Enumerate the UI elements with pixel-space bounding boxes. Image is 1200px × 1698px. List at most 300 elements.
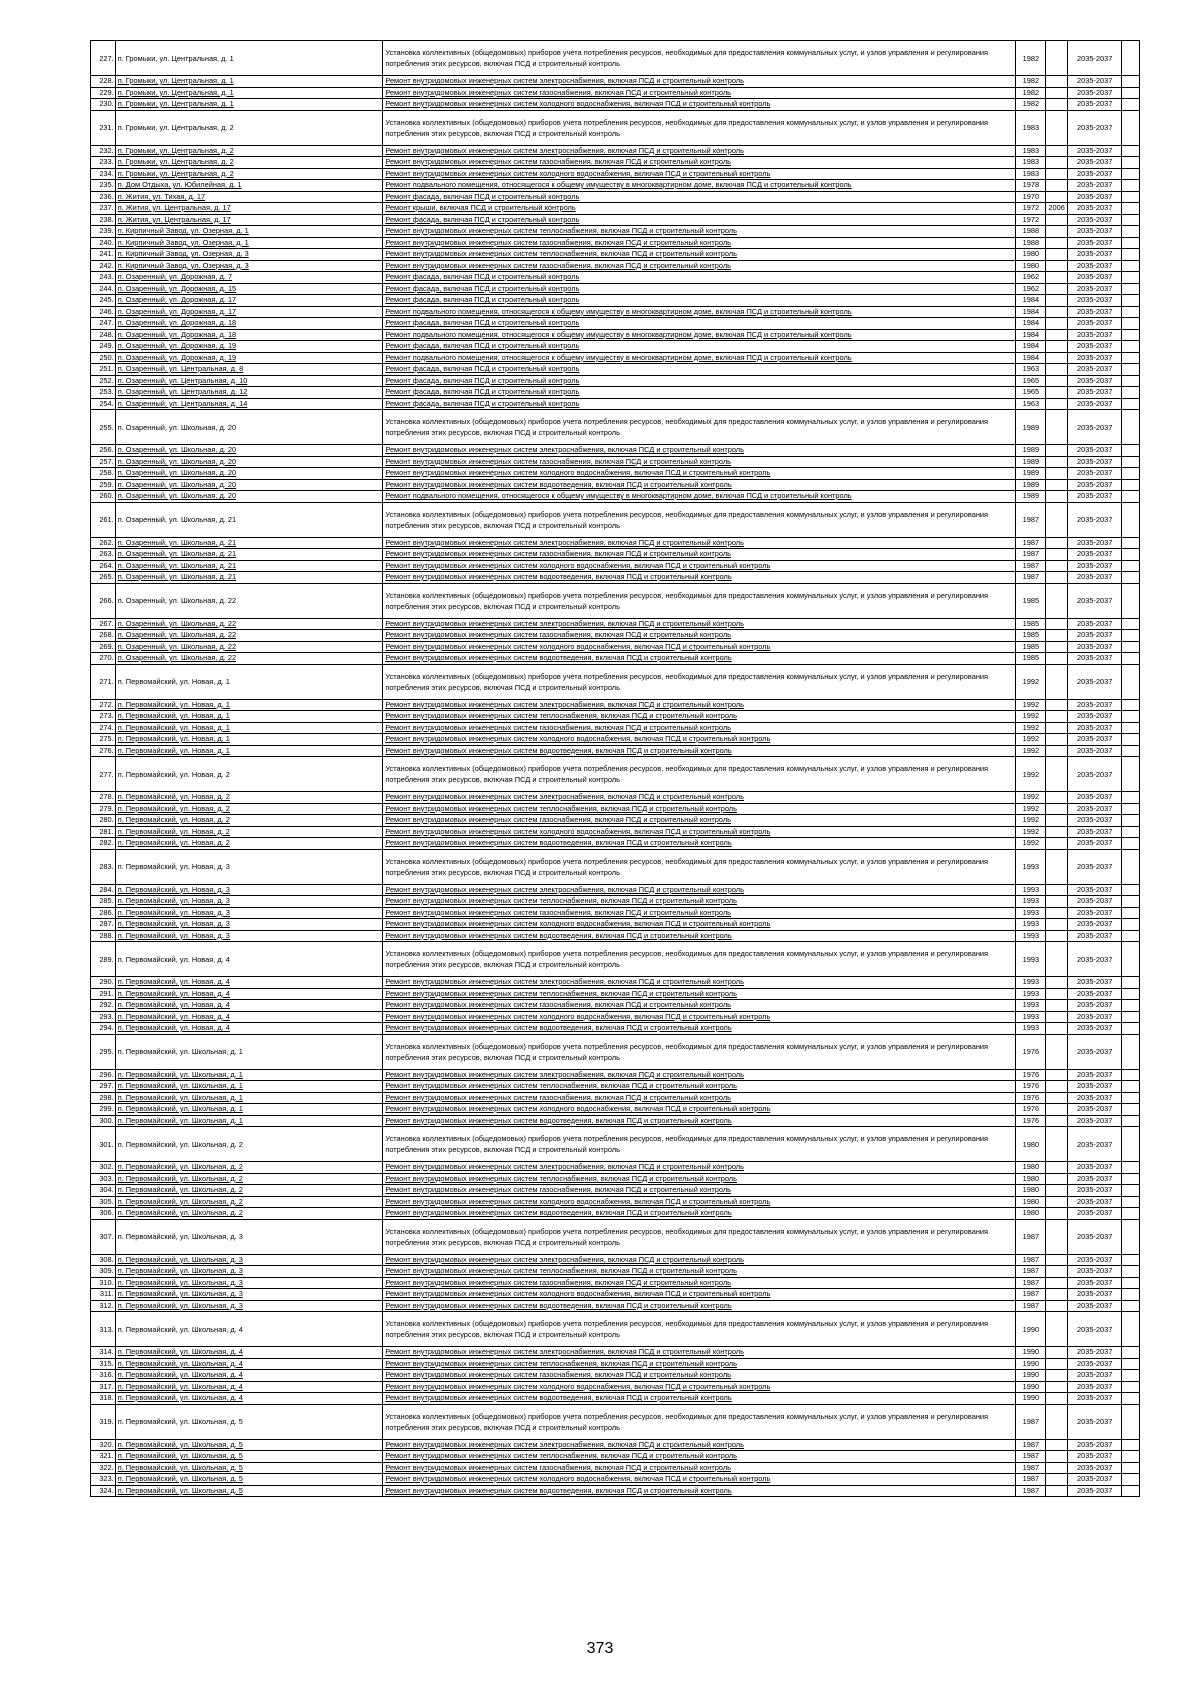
row-work-type: Ремонт внутридомовых инженерных систем электроснабжения, включая ПСД и строительный контроль	[383, 1069, 1016, 1081]
row-extra-cell	[1122, 387, 1140, 399]
row-year-last-repair	[1046, 157, 1068, 169]
row-year-built: 1980	[1016, 1173, 1046, 1185]
row-planned-period: 2035-2037	[1067, 491, 1122, 503]
row-year-last-repair	[1046, 110, 1068, 145]
row-number: 254.	[91, 398, 116, 410]
row-year-last-repair	[1046, 214, 1068, 226]
row-work-type: Ремонт внутридомовых инженерных систем газоснабжения, включая ПСД и строительный контроль	[383, 260, 1016, 272]
row-planned-period: 2035-2037	[1067, 1081, 1122, 1093]
row-number: 294.	[91, 1023, 116, 1035]
row-address: п. Первомайский, ул. Школьная, д. 1	[115, 1092, 383, 1104]
row-year-built: 1993	[1016, 884, 1046, 896]
row-extra-cell	[1122, 260, 1140, 272]
row-extra-cell	[1122, 272, 1140, 284]
row-planned-period: 2035-2037	[1067, 1254, 1122, 1266]
row-work-type: Ремонт внутридомовых инженерных систем холодного водоснабжения, включая ПСД и строительный контроль	[383, 919, 1016, 931]
table-row	[91, 1347, 1140, 1359]
row-address: п. Озаренный, ул. Школьная, д. 21	[115, 572, 383, 584]
table-row	[91, 1023, 1140, 1035]
row-number: 273.	[91, 711, 116, 723]
row-planned-period: 2035-2037	[1067, 1162, 1122, 1174]
row-address: п. Первомайский, ул. Школьная, д. 4	[115, 1347, 383, 1359]
row-address: п. Озаренный, ул. Дорожная, д. 19	[115, 352, 383, 364]
table-row	[91, 99, 1140, 111]
row-address: п. Озаренный, ул. Школьная, д. 22	[115, 630, 383, 642]
row-number: 251.	[91, 364, 116, 376]
row-number: 323.	[91, 1474, 116, 1486]
table-row	[91, 907, 1140, 919]
row-year-built: 1984	[1016, 306, 1046, 318]
row-year-built: 1985	[1016, 630, 1046, 642]
row-planned-period: 2035-2037	[1067, 977, 1122, 989]
row-work-type: Ремонт внутридомовых инженерных систем теплоснабжения, включая ПСД и строительный контроль	[383, 1081, 1016, 1093]
row-year-built: 1983	[1016, 145, 1046, 157]
row-address: п. Первомайский, ул. Новая, д. 2	[115, 792, 383, 804]
row-address: п. Первомайский, ул. Школьная, д. 3	[115, 1266, 383, 1278]
row-address: п. Первомайский, ул. Школьная, д. 5	[115, 1485, 383, 1497]
row-extra-cell	[1122, 734, 1140, 746]
row-planned-period: 2035-2037	[1067, 318, 1122, 330]
table-row	[91, 1196, 1140, 1208]
row-number: 263.	[91, 549, 116, 561]
table-row	[91, 375, 1140, 387]
row-work-type: Ремонт внутридомовых инженерных систем холодного водоснабжения, включая ПСД и строительный контроль	[383, 1474, 1016, 1486]
table-row	[91, 87, 1140, 99]
table-row	[91, 815, 1140, 827]
row-address: п. Громыки, ул. Центральная, д. 1	[115, 87, 383, 99]
row-extra-cell	[1122, 1162, 1140, 1174]
table-row	[91, 977, 1140, 989]
row-address: п. Первомайский, ул. Школьная, д. 3	[115, 1300, 383, 1312]
table-row	[91, 295, 1140, 307]
row-work-type: Ремонт фасада, включая ПСД и строительный контроль	[383, 398, 1016, 410]
row-year-last-repair	[1046, 1162, 1068, 1174]
row-extra-cell	[1122, 896, 1140, 908]
row-planned-period: 2035-2037	[1067, 722, 1122, 734]
row-address: п. Первомайский, ул. Новая, д. 2	[115, 838, 383, 850]
row-year-last-repair	[1046, 1485, 1068, 1497]
row-extra-cell	[1122, 1347, 1140, 1359]
row-extra-cell	[1122, 1404, 1140, 1439]
row-address: п. Первомайский, ул. Школьная, д. 5	[115, 1404, 383, 1439]
row-address: п. Озаренный, ул. Дорожная, д. 15	[115, 283, 383, 295]
row-extra-cell	[1122, 653, 1140, 665]
row-work-type: Ремонт фасада, включая ПСД и строительный контроль	[383, 341, 1016, 353]
works-table	[90, 40, 1140, 1497]
row-planned-period: 2035-2037	[1067, 1266, 1122, 1278]
row-planned-period: 2035-2037	[1067, 76, 1122, 88]
row-number: 258.	[91, 468, 116, 480]
row-extra-cell	[1122, 306, 1140, 318]
row-planned-period: 2035-2037	[1067, 537, 1122, 549]
row-year-last-repair	[1046, 398, 1068, 410]
table-row	[91, 203, 1140, 215]
row-extra-cell	[1122, 1127, 1140, 1162]
row-extra-cell	[1122, 168, 1140, 180]
row-planned-period: 2035-2037	[1067, 87, 1122, 99]
row-year-last-repair	[1046, 1254, 1068, 1266]
table-row	[91, 1277, 1140, 1289]
row-planned-period: 2035-2037	[1067, 1115, 1122, 1127]
table-row	[91, 942, 1140, 977]
row-planned-period: 2035-2037	[1067, 272, 1122, 284]
row-address: п. Озаренный, ул. Дорожная, д. 18	[115, 318, 383, 330]
table-row	[91, 1289, 1140, 1301]
row-extra-cell	[1122, 549, 1140, 561]
row-planned-period: 2035-2037	[1067, 364, 1122, 376]
row-address: п. Первомайский, ул. Новая, д. 3	[115, 896, 383, 908]
row-year-built: 1982	[1016, 99, 1046, 111]
row-extra-cell	[1122, 110, 1140, 145]
row-extra-cell	[1122, 1104, 1140, 1116]
row-address: п. Первомайский, ул. Школьная, д. 4	[115, 1393, 383, 1405]
row-year-built: 1984	[1016, 295, 1046, 307]
row-work-type: Ремонт внутридомовых инженерных систем холодного водоснабжения, включая ПСД и строительный контроль	[383, 1289, 1016, 1301]
table-row	[91, 630, 1140, 642]
row-extra-cell	[1122, 76, 1140, 88]
row-work-type: Ремонт внутридомовых инженерных систем холодного водоснабжения, включая ПСД и строительный контроль	[383, 468, 1016, 480]
row-year-last-repair	[1046, 168, 1068, 180]
row-year-built: 1993	[1016, 919, 1046, 931]
row-planned-period: 2035-2037	[1067, 203, 1122, 215]
row-year-last-repair	[1046, 560, 1068, 572]
table-row	[91, 711, 1140, 723]
row-year-last-repair	[1046, 468, 1068, 480]
row-year-last-repair	[1046, 1370, 1068, 1382]
table-row	[91, 445, 1140, 457]
row-year-last-repair	[1046, 792, 1068, 804]
row-number: 246.	[91, 306, 116, 318]
row-year-built: 1976	[1016, 1069, 1046, 1081]
row-planned-period: 2035-2037	[1067, 1300, 1122, 1312]
row-year-built: 1965	[1016, 387, 1046, 399]
row-number: 309.	[91, 1266, 116, 1278]
row-extra-cell	[1122, 329, 1140, 341]
table-row	[91, 110, 1140, 145]
row-year-built: 1992	[1016, 757, 1046, 792]
row-year-last-repair	[1046, 1277, 1068, 1289]
row-year-last-repair	[1046, 838, 1068, 850]
row-extra-cell	[1122, 1219, 1140, 1254]
row-work-type: Ремонт фасада, включая ПСД и строительный контроль	[383, 191, 1016, 203]
table-row	[91, 318, 1140, 330]
row-extra-cell	[1122, 191, 1140, 203]
row-number: 278.	[91, 792, 116, 804]
row-work-type: Ремонт подвального помещения, относящегося к общему имуществу в многоквартирном доме, включая ПСД и строительный контроль	[383, 329, 1016, 341]
row-number: 242.	[91, 260, 116, 272]
row-planned-period: 2035-2037	[1067, 838, 1122, 850]
row-extra-cell	[1122, 1300, 1140, 1312]
row-year-last-repair	[1046, 1069, 1068, 1081]
row-work-type: Ремонт фасада, включая ПСД и строительный контроль	[383, 295, 1016, 307]
row-number: 271.	[91, 664, 116, 699]
row-address: п. Первомайский, ул. Школьная, д. 4	[115, 1381, 383, 1393]
table-row	[91, 1208, 1140, 1220]
row-number: 252.	[91, 375, 116, 387]
table-row	[91, 1092, 1140, 1104]
row-year-last-repair	[1046, 318, 1068, 330]
row-year-built: 1992	[1016, 722, 1046, 734]
row-year-built: 1989	[1016, 491, 1046, 503]
row-number: 236.	[91, 191, 116, 203]
row-work-type: Ремонт фасада, включая ПСД и строительный контроль	[383, 318, 1016, 330]
row-number: 259.	[91, 479, 116, 491]
row-number: 312.	[91, 1300, 116, 1312]
row-work-type: Ремонт внутридомовых инженерных систем электроснабжения, включая ПСД и строительный контроль	[383, 977, 1016, 989]
table-row	[91, 572, 1140, 584]
row-number: 308.	[91, 1254, 116, 1266]
row-address: п. Озаренный, ул. Школьная, д. 20	[115, 410, 383, 445]
row-number: 272.	[91, 699, 116, 711]
row-year-last-repair	[1046, 711, 1068, 723]
row-year-last-repair	[1046, 180, 1068, 192]
row-address: п. Громыки, ул. Центральная, д. 1	[115, 99, 383, 111]
row-number: 283.	[91, 849, 116, 884]
row-number: 240.	[91, 237, 116, 249]
row-extra-cell	[1122, 1393, 1140, 1405]
row-extra-cell	[1122, 295, 1140, 307]
table-row	[91, 641, 1140, 653]
row-work-type: Установка коллективных (общедомовых) приборов учета потребления ресурсов, необходимых для предоставления коммунальных услуг, и узлов управления и регулирования потребления этих ресурсов, включая ПСД и строительный контроль	[383, 502, 1016, 537]
table-row	[91, 1451, 1140, 1463]
row-address: п. Озаренный, ул. Дорожная, д. 17	[115, 295, 383, 307]
row-address: п. Озаренный, ул. Школьная, д. 21	[115, 549, 383, 561]
table-row	[91, 260, 1140, 272]
row-address: п. Первомайский, ул. Новая, д. 3	[115, 884, 383, 896]
row-extra-cell	[1122, 318, 1140, 330]
row-work-type: Ремонт внутридомовых инженерных систем газоснабжения, включая ПСД и строительный контроль	[383, 237, 1016, 249]
row-extra-cell	[1122, 203, 1140, 215]
row-year-last-repair	[1046, 930, 1068, 942]
row-extra-cell	[1122, 145, 1140, 157]
row-number: 320.	[91, 1439, 116, 1451]
table-row	[91, 387, 1140, 399]
row-planned-period: 2035-2037	[1067, 445, 1122, 457]
table-row	[91, 272, 1140, 284]
row-address: п. Первомайский, ул. Новая, д. 4	[115, 1011, 383, 1023]
row-year-built: 1963	[1016, 364, 1046, 376]
row-work-type: Ремонт внутридомовых инженерных систем водоотведения, включая ПСД и строительный контроль	[383, 1485, 1016, 1497]
row-year-last-repair	[1046, 341, 1068, 353]
row-number: 277.	[91, 757, 116, 792]
row-year-built: 1987	[1016, 1451, 1046, 1463]
table-row	[91, 745, 1140, 757]
row-extra-cell	[1122, 491, 1140, 503]
row-planned-period: 2035-2037	[1067, 1000, 1122, 1012]
row-number: 285.	[91, 896, 116, 908]
row-year-last-repair	[1046, 491, 1068, 503]
row-extra-cell	[1122, 757, 1140, 792]
row-work-type: Ремонт внутридомовых инженерных систем водоотведения, включая ПСД и строительный контроль	[383, 1393, 1016, 1405]
row-planned-period: 2035-2037	[1067, 1277, 1122, 1289]
row-work-type: Ремонт внутридомовых инженерных систем газоснабжения, включая ПСД и строительный контроль	[383, 1185, 1016, 1197]
row-year-built: 1987	[1016, 1266, 1046, 1278]
row-year-built: 1987	[1016, 1277, 1046, 1289]
row-year-last-repair	[1046, 41, 1068, 76]
row-year-built: 1962	[1016, 283, 1046, 295]
row-number: 288.	[91, 930, 116, 942]
row-year-last-repair	[1046, 826, 1068, 838]
row-year-last-repair	[1046, 1034, 1068, 1069]
row-number: 237.	[91, 203, 116, 215]
row-year-last-repair	[1046, 1393, 1068, 1405]
row-address: п. Громыки, ул. Центральная, д. 2	[115, 145, 383, 157]
row-planned-period: 2035-2037	[1067, 99, 1122, 111]
row-planned-period: 2035-2037	[1067, 352, 1122, 364]
row-planned-period: 2035-2037	[1067, 745, 1122, 757]
row-year-built: 1980	[1016, 249, 1046, 261]
row-address: п. Первомайский, ул. Новая, д. 1	[115, 711, 383, 723]
row-year-last-repair	[1046, 237, 1068, 249]
row-planned-period: 2035-2037	[1067, 180, 1122, 192]
row-year-last-repair	[1046, 896, 1068, 908]
row-number: 282.	[91, 838, 116, 850]
row-year-last-repair	[1046, 1081, 1068, 1093]
row-work-type: Ремонт подвального помещения, относящегося к общему имуществу в многоквартирном доме, включая ПСД и строительный контроль	[383, 491, 1016, 503]
row-work-type: Ремонт внутридомовых инженерных систем водоотведения, включая ПСД и строительный контроль	[383, 1115, 1016, 1127]
table-row	[91, 329, 1140, 341]
row-year-built: 1980	[1016, 260, 1046, 272]
row-work-type: Ремонт фасада, включая ПСД и строительный контроль	[383, 283, 1016, 295]
row-year-built: 1987	[1016, 1474, 1046, 1486]
row-year-last-repair	[1046, 988, 1068, 1000]
row-extra-cell	[1122, 815, 1140, 827]
row-number: 296.	[91, 1069, 116, 1081]
row-number: 300.	[91, 1115, 116, 1127]
row-work-type: Ремонт внутридомовых инженерных систем электроснабжения, включая ПСД и строительный контроль	[383, 1254, 1016, 1266]
row-year-built: 1987	[1016, 560, 1046, 572]
row-planned-period: 2035-2037	[1067, 410, 1122, 445]
row-year-last-repair	[1046, 745, 1068, 757]
row-number: 274.	[91, 722, 116, 734]
table-row	[91, 1115, 1140, 1127]
row-year-built: 1993	[1016, 988, 1046, 1000]
row-address: п. Первомайский, ул. Школьная, д. 4	[115, 1358, 383, 1370]
row-planned-period: 2035-2037	[1067, 1104, 1122, 1116]
row-number: 319.	[91, 1404, 116, 1439]
row-planned-period: 2035-2037	[1067, 1219, 1122, 1254]
row-year-built: 1976	[1016, 1115, 1046, 1127]
table-row	[91, 757, 1140, 792]
row-planned-period: 2035-2037	[1067, 1474, 1122, 1486]
row-year-last-repair	[1046, 283, 1068, 295]
row-year-last-repair	[1046, 734, 1068, 746]
table-row	[91, 364, 1140, 376]
row-year-last-repair	[1046, 502, 1068, 537]
row-planned-period: 2035-2037	[1067, 375, 1122, 387]
row-number: 264.	[91, 560, 116, 572]
row-year-last-repair	[1046, 352, 1068, 364]
works-table-body	[91, 41, 1140, 1497]
row-address: п. Первомайский, ул. Новая, д. 1	[115, 745, 383, 757]
row-year-last-repair	[1046, 803, 1068, 815]
row-extra-cell	[1122, 1312, 1140, 1347]
row-work-type: Ремонт внутридомовых инженерных систем газоснабжения, включая ПСД и строительный контроль	[383, 1092, 1016, 1104]
table-row	[91, 838, 1140, 850]
row-year-last-repair	[1046, 1358, 1068, 1370]
row-address: п. Первомайский, ул. Школьная, д. 2	[115, 1162, 383, 1174]
row-number: 229.	[91, 87, 116, 99]
row-extra-cell	[1122, 1196, 1140, 1208]
row-work-type: Ремонт внутридомовых инженерных систем теплоснабжения, включая ПСД и строительный контроль	[383, 803, 1016, 815]
row-year-built: 1980	[1016, 1196, 1046, 1208]
row-planned-period: 2035-2037	[1067, 1381, 1122, 1393]
table-row	[91, 341, 1140, 353]
row-work-type: Ремонт внутридомовых инженерных систем холодного водоснабжения, включая ПСД и строительный контроль	[383, 99, 1016, 111]
row-address: п. Первомайский, ул. Новая, д. 4	[115, 1000, 383, 1012]
row-planned-period: 2035-2037	[1067, 145, 1122, 157]
row-extra-cell	[1122, 157, 1140, 169]
row-extra-cell	[1122, 1023, 1140, 1035]
row-year-built: 1989	[1016, 445, 1046, 457]
row-year-built: 1984	[1016, 318, 1046, 330]
row-address: п. Озаренный, ул. Школьная, д. 20	[115, 468, 383, 480]
row-work-type: Ремонт внутридомовых инженерных систем теплоснабжения, включая ПСД и строительный контроль	[383, 1451, 1016, 1463]
row-work-type: Ремонт внутридомовых инженерных систем газоснабжения, включая ПСД и строительный контроль	[383, 1462, 1016, 1474]
table-row	[91, 491, 1140, 503]
row-year-last-repair: 2006	[1046, 203, 1068, 215]
table-row	[91, 722, 1140, 734]
row-extra-cell	[1122, 1011, 1140, 1023]
row-year-built: 1989	[1016, 410, 1046, 445]
row-planned-period: 2035-2037	[1067, 1439, 1122, 1451]
row-extra-cell	[1122, 1381, 1140, 1393]
row-year-built: 1983	[1016, 157, 1046, 169]
row-number: 247.	[91, 318, 116, 330]
row-extra-cell	[1122, 537, 1140, 549]
row-work-type: Ремонт внутридомовых инженерных систем холодного водоснабжения, включая ПСД и строительный контроль	[383, 641, 1016, 653]
row-year-built: 1980	[1016, 1162, 1046, 1174]
row-number: 305.	[91, 1196, 116, 1208]
row-work-type: Ремонт внутридомовых инженерных систем теплоснабжения, включая ПСД и строительный контроль	[383, 711, 1016, 723]
row-extra-cell	[1122, 792, 1140, 804]
row-year-built: 1993	[1016, 1000, 1046, 1012]
row-address: п. Первомайский, ул. Школьная, д. 3	[115, 1219, 383, 1254]
row-year-last-repair	[1046, 410, 1068, 445]
table-row	[91, 1485, 1140, 1497]
row-year-built: 1987	[1016, 537, 1046, 549]
row-work-type: Ремонт фасада, включая ПСД и строительный контроль	[383, 375, 1016, 387]
row-number: 261.	[91, 502, 116, 537]
row-year-built: 1987	[1016, 1219, 1046, 1254]
row-number: 304.	[91, 1185, 116, 1197]
row-address: п. Озаренный, ул. Центральная, д. 10	[115, 375, 383, 387]
row-number: 322.	[91, 1462, 116, 1474]
row-work-type: Установка коллективных (общедомовых) приборов учета потребления ресурсов, необходимых для предоставления коммунальных услуг, и узлов управления и регулирования потребления этих ресурсов, включая ПСД и строительный контроль	[383, 1219, 1016, 1254]
row-extra-cell	[1122, 1451, 1140, 1463]
row-extra-cell	[1122, 226, 1140, 238]
row-number: 324.	[91, 1485, 116, 1497]
row-year-built: 1988	[1016, 237, 1046, 249]
row-year-last-repair	[1046, 977, 1068, 989]
row-year-last-repair	[1046, 919, 1068, 931]
row-address: п. Первомайский, ул. Новая, д. 1	[115, 664, 383, 699]
row-address: п. Озаренный, ул. Центральная, д. 8	[115, 364, 383, 376]
row-number: 257.	[91, 456, 116, 468]
row-work-type: Ремонт внутридомовых инженерных систем электроснабжения, включая ПСД и строительный контроль	[383, 537, 1016, 549]
row-year-built: 1990	[1016, 1312, 1046, 1347]
row-number: 289.	[91, 942, 116, 977]
row-year-last-repair	[1046, 375, 1068, 387]
row-year-built: 1976	[1016, 1081, 1046, 1093]
table-row	[91, 699, 1140, 711]
row-planned-period: 2035-2037	[1067, 456, 1122, 468]
row-year-built: 1965	[1016, 375, 1046, 387]
row-work-type: Ремонт внутридомовых инженерных систем водоотведения, включая ПСД и строительный контроль	[383, 653, 1016, 665]
row-address: п. Первомайский, ул. Новая, д. 3	[115, 907, 383, 919]
row-work-type: Ремонт внутридомовых инженерных систем холодного водоснабжения, включая ПСД и строительный контроль	[383, 734, 1016, 746]
row-work-type: Ремонт внутридомовых инженерных систем холодного водоснабжения, включая ПСД и строительный контроль	[383, 1104, 1016, 1116]
